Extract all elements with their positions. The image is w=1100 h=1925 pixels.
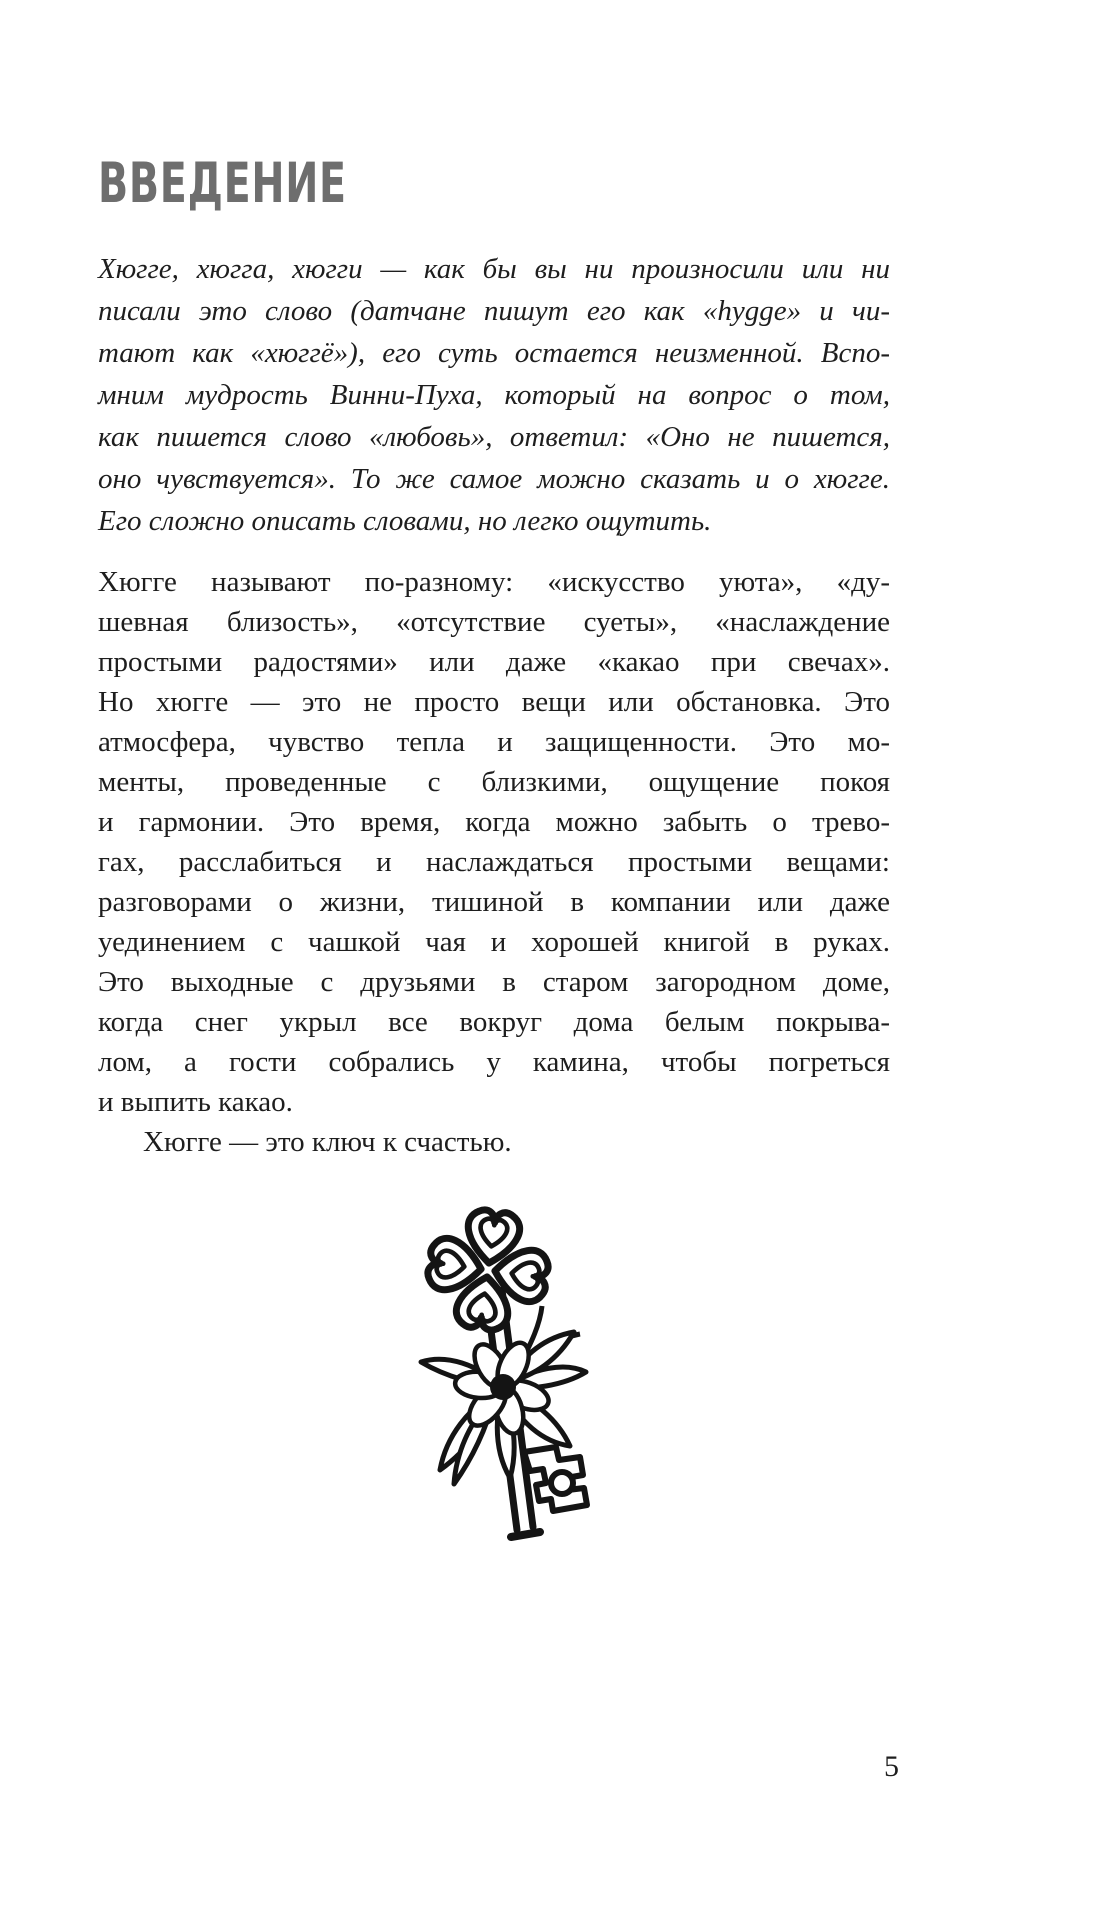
text-line: простыми радостями» или даже «какао при свечах». [98,646,890,678]
page-number: 5 [884,1750,899,1783]
text-line: уединением с чашкой чая и хорошей книгой в руках. [98,926,890,958]
clover-head [421,1203,555,1337]
body-paragraph-lines [98,562,890,1122]
text-line: Хюгге, хюгга, хюгги — как бы вы ни произносили или ни [98,253,890,285]
text-line: атмосфера, чувство тепла и защищенности. Это мо- [98,726,890,758]
flower-center [490,1374,516,1400]
text-line: оно чувствуется». То же самое можно сказать и о хюгге. [98,463,890,495]
closing-line: Хюгге — это ключ к счастью. [143,1126,512,1158]
text-line: разговорами о жизни, тишиной в компании или даже [98,886,890,918]
text-line: Это выходные с друзьями в старом загородном доме, [98,966,890,998]
text-line: менты, проведенные с близкими, ощущение покоя [98,766,890,798]
page-title: ВВЕДЕНИЕ [98,151,347,215]
text-line: Хюгге называют по-разному: «искусство уюта», «ду- [98,566,890,598]
key-bit [524,1447,587,1511]
text-line: тают как «хюггё»), его суть остается неизменной. Вспо- [98,337,890,369]
text-line: Его сложно описать словами, но легко ощутить. [98,505,712,537]
key-clover-flower-illustration [318,1192,598,1572]
text-line: когда снег укрыл все вокруг дома белым покрыва- [98,1006,890,1038]
text-line: и гармонии. Это время, когда можно забыть о трево- [98,806,890,838]
body-paragraph [98,562,890,1162]
text-line: шевная близость», «отсутствие суеты», «наслаждение [98,606,890,638]
text-line: Но хюгге — это не просто вещи или обстановка. Это [98,686,890,718]
text-line: мним мудрость Винни-Пуха, который на вопрос о том, [98,379,890,411]
intro-paragraph [98,248,890,542]
text-line: и выпить какао. [98,1086,293,1118]
text-line: как пишется слово «любовь», ответил: «Оно не пишется, [98,421,890,453]
text-line: писали это слово (датчане пишут его как «hygge» и чи- [98,295,890,327]
text-line: лом, а гости собрались у камина, чтобы погреться [98,1046,890,1078]
text-line: гах, расслабиться и наслаждаться простыми вещами: [98,846,890,878]
